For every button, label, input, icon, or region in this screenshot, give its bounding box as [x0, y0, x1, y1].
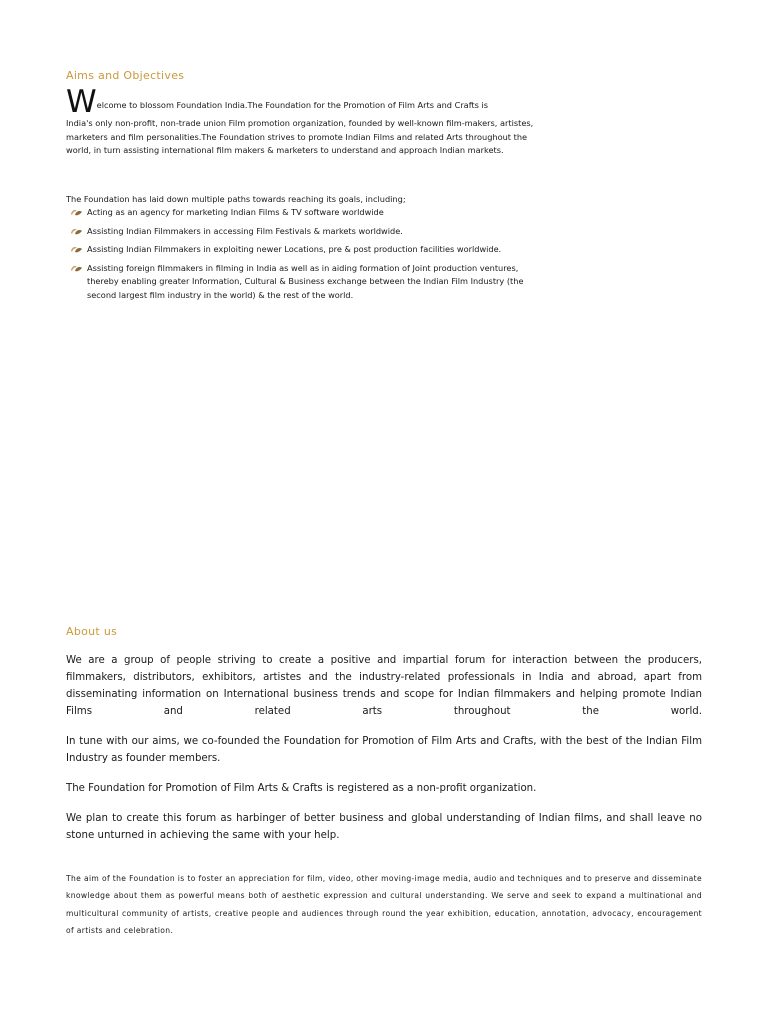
list-item: [70, 262, 530, 303]
about-paragraph: In tune with our aims, we co-founded the Foundation for Promotion of Film Arts and Crafts, with the best of the Indian Film Industry as founder members.: [66, 736, 702, 764]
list-item-text: Assisting Indian Filmmakers in accessing Film Festivals & markets worldwide.: [87, 225, 403, 236]
list-item: [70, 225, 530, 239]
about-heading: About us: [66, 625, 118, 638]
intro-paragraph: [66, 84, 536, 158]
aim-statement: The aim of the Foundation is to foster an appreciation for film, video, other moving-image media, audio and techniques and to preserve and disseminate knowledge about them as powerful means both of aesthetic expression and cultural understanding. We serve and seek to expand a multinational and multicultural community of artists, creative people and audiences through round the year exhibition, education, annotation, advocacy, encouragement of artists and celebration.: [66, 874, 702, 935]
about-paragraph: The Foundation for Promotion of Film Arts & Crafts is registered as a non-profit organization.: [66, 783, 537, 794]
leaf-bullet-icon: [70, 208, 83, 217]
about-section: [66, 652, 702, 857]
intro-first-line: [66, 84, 536, 120]
aims-heading: Aims and Objectives: [66, 69, 185, 82]
list-item: [70, 243, 530, 257]
leaf-bullet-icon: [70, 245, 83, 254]
about-paragraph: We are a group of people striving to create a positive and impartial forum for interaction between the producers, filmmakers, distributors, exhibitors, artistes and the industry-related professionals in India and abroad, apart from disseminating information on International business trends and scope for Indian filmmakers and helping promote Indian Films and related arts throughout the world.: [66, 655, 702, 717]
leaf-bullet-icon: [70, 264, 83, 273]
list-item-text: Acting as an agency for marketing Indian Films & TV software worldwide: [87, 207, 384, 217]
intro-first-line-text: elcome to blossom Foundation India.The Foundation for the Promotion of Film Arts and Crafts is: [96, 100, 489, 110]
list-item-text: Assisting Indian Filmmakers in exploiting newer Locations, pre & post production facilities worldwide.: [87, 244, 502, 254]
goals-list: [70, 206, 530, 307]
list-item: [70, 206, 530, 220]
paths-lead-text: The Foundation has laid down multiple paths towards reaching its goals, including;: [66, 194, 406, 204]
leaf-bullet-icon: [70, 227, 83, 236]
dropcap-letter: W: [66, 84, 97, 120]
about-paragraph: We plan to create this forum as harbinger of better business and global understanding of Indian films, and shall leave no stone unturned in achieving the same with your help.: [66, 813, 702, 841]
intro-body-text: India's only non-profit, non-trade union Film promotion organization, founded by well-known film-makers, artistes, marketers and film personalities.The Foundation strives to promote Indian Films and related Arts throughout the world, in turn assisting international film makers & marketers to understand and approach Indian markets.: [66, 118, 534, 155]
list-item-text: Assisting foreign filmmakers in filming in India as well as in aiding formation of Joint production ventures, thereby enabling greater Information, Cultural & Business exchange between the Indian Film Industry (the second largest film industry in the world) & the rest of the world.: [87, 262, 524, 300]
